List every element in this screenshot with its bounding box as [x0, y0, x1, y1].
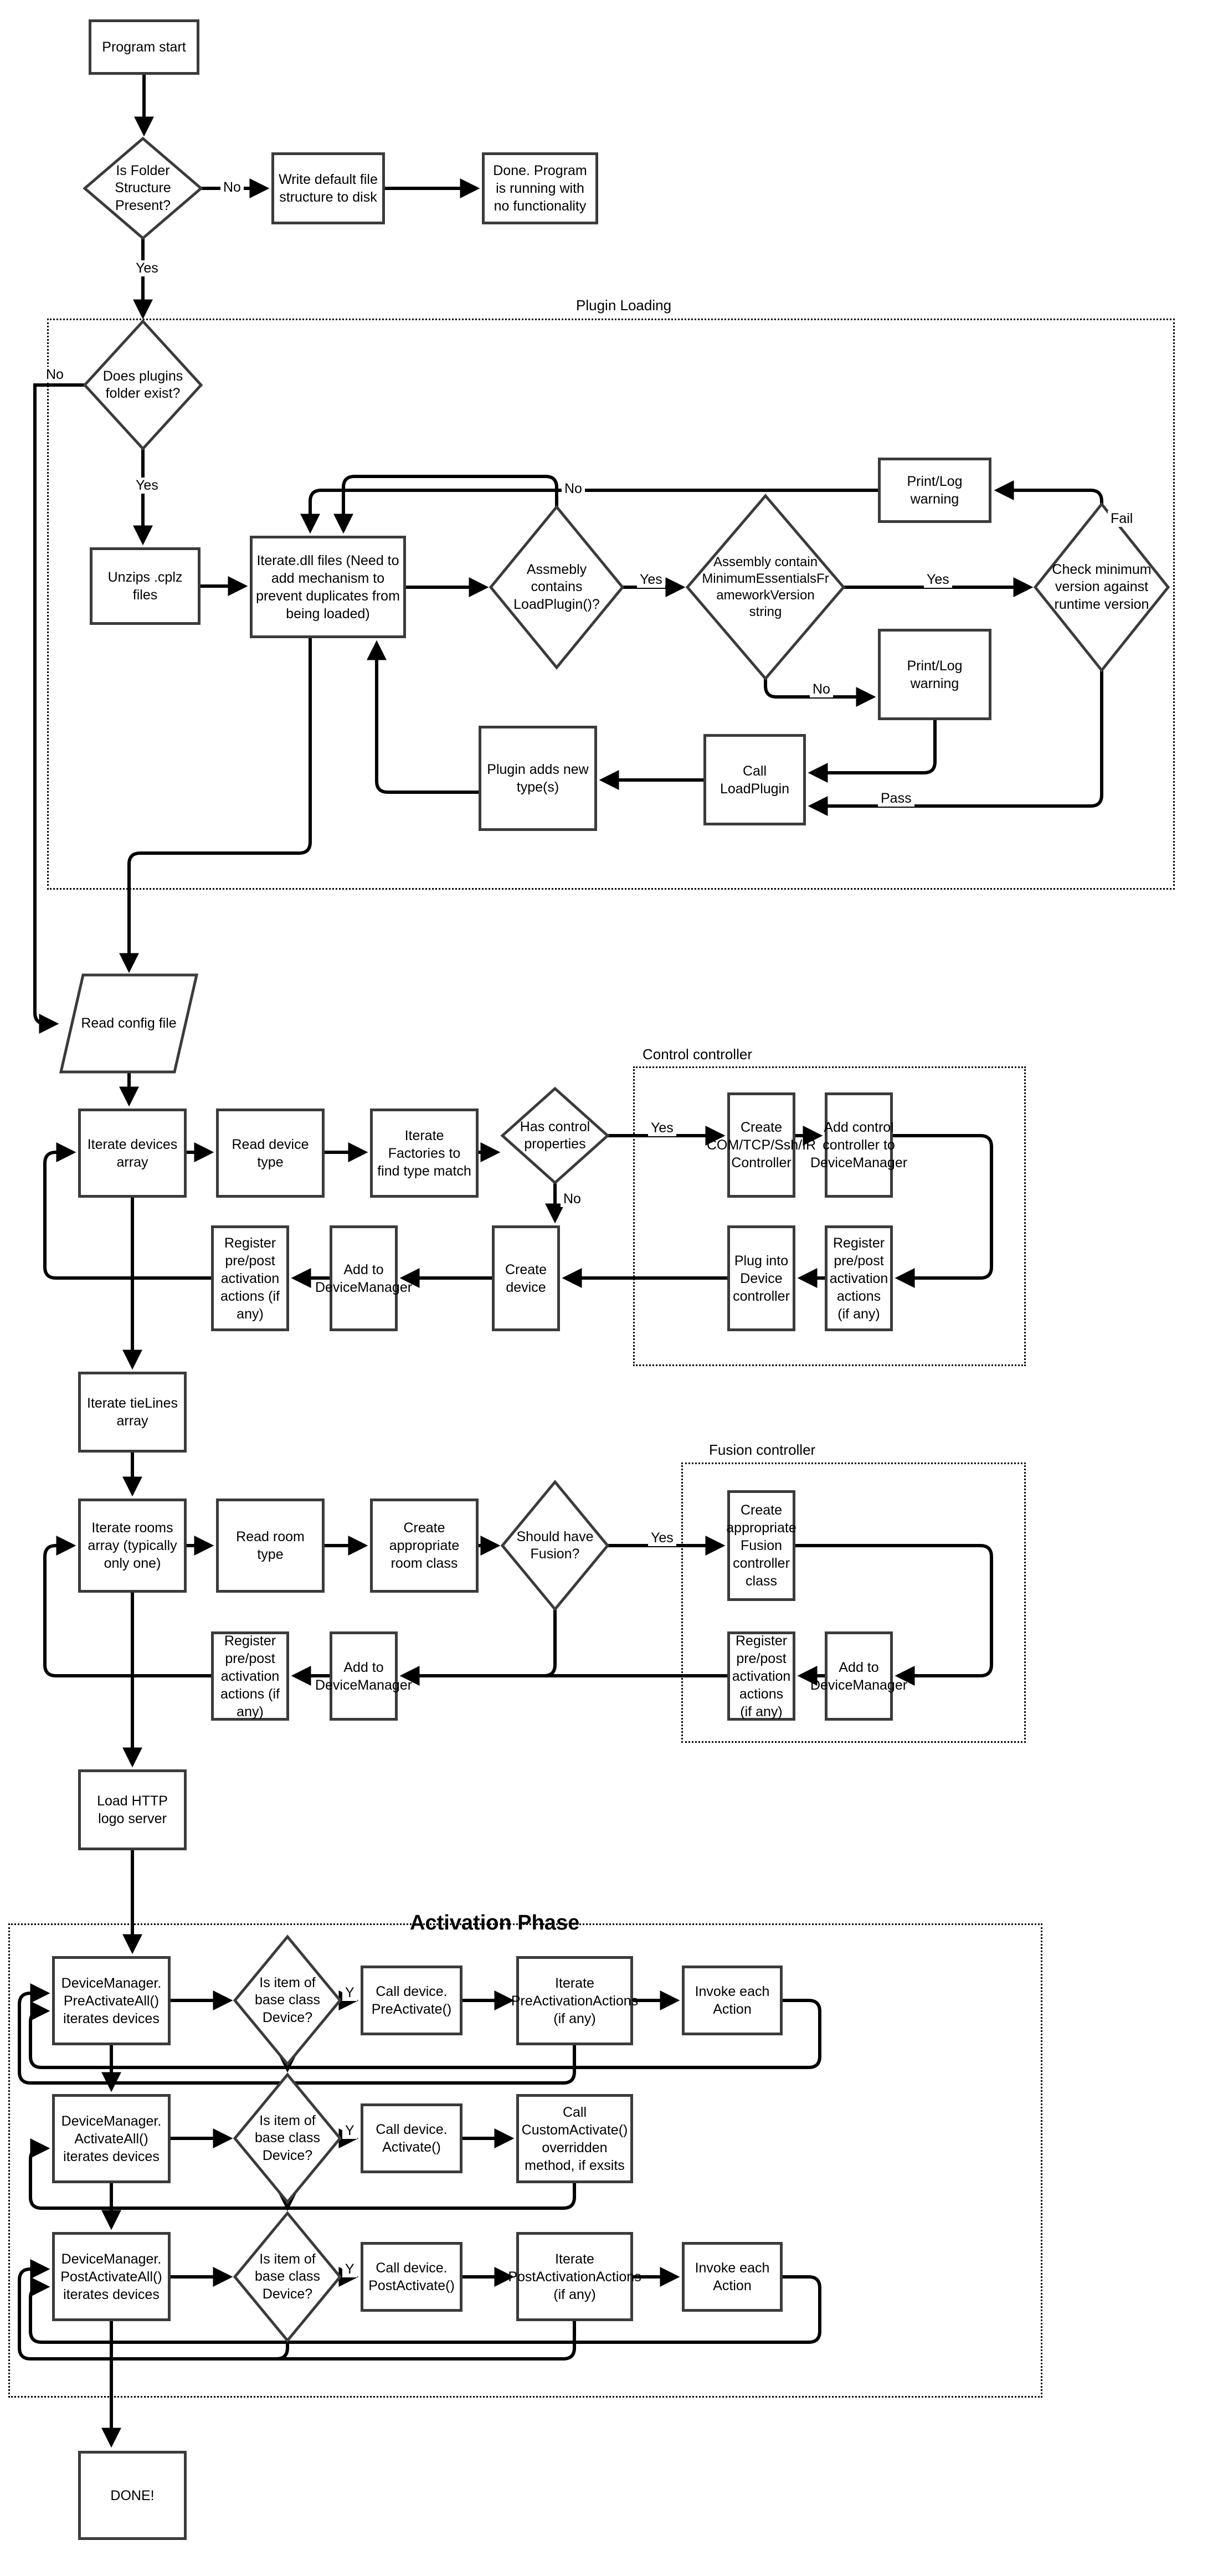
node-call-device-preactivate: Call device. PreActivate(): [361, 1966, 462, 2035]
node-iterate-factories: Iterate Factories to find type match: [370, 1109, 479, 1198]
node-dm-postactivateall: DeviceManager. PostActivateAll() iterates devices: [52, 2232, 171, 2321]
node-is-folder-structure-present: Is Folder Structure Present?: [115, 163, 171, 213]
node-call-device-activate: Call device. Activate(): [361, 2103, 462, 2173]
node-done: DONE!: [78, 2451, 187, 2540]
edge-label-y2: Y: [342, 2123, 357, 2139]
node-iterate-tielines: Iterate tieLines array: [78, 1372, 187, 1453]
node-call-device-postactivate: Call device. PostActivate(): [361, 2242, 462, 2312]
edge-label-control-yes: Yes: [648, 1120, 676, 1136]
edge-label-fusion-yes: Yes: [648, 1530, 676, 1546]
node-create-fusion-controller: Create appropriate Fusion controller class: [727, 1490, 795, 1601]
edge-label-plugins-no: No: [43, 367, 66, 383]
node-load-http-logo-server: Load HTTP logo server: [78, 1769, 187, 1850]
node-call-loadplugin: Call LoadPlugin: [703, 734, 806, 825]
node-is-base-class-device-1: Is item of base class Device?: [254, 1975, 321, 2025]
edge-label-minees-no: No: [810, 681, 833, 697]
edge-label-control-no: No: [561, 1191, 584, 1207]
node-invoke-each-action-1: Invoke each Action: [682, 1966, 783, 2035]
control-controller-label: Control controller: [643, 1046, 752, 1063]
edge-label-minees-yes: Yes: [924, 572, 952, 588]
node-iterate-devices: Iterate devices array: [78, 1109, 187, 1198]
node-read-room-type: Read room type: [216, 1499, 325, 1593]
edge-label-fail: Fail: [1108, 511, 1135, 527]
node-call-customactivate: Call CustomActivate() overridden method, if exsits: [516, 2094, 633, 2183]
node-plug-into-device-controller: Plug into Device controller: [727, 1225, 795, 1331]
node-write-default: Write default file structure to disk: [271, 152, 385, 224]
node-is-base-class-device-3: Is item of base class Device?: [254, 2251, 321, 2302]
node-register-actions-fusion: Register pre/post activation actions (if any): [727, 1631, 795, 1721]
node-register-actions-rooms: Register pre/post activation actions (if any): [211, 1631, 289, 1721]
edge-label-folder-yes: Yes: [133, 260, 161, 276]
node-iterate-preactivationactions: Iterate PreActivationActions (if any): [516, 1956, 633, 2045]
edge-label-folder-no: No: [220, 179, 244, 196]
node-register-actions-devices: Register pre/post activation actions (if any): [211, 1225, 289, 1331]
node-add-to-devicemanager-rooms: Add to DeviceManager: [330, 1631, 398, 1721]
node-unzips-cplz: Unzips .cplz files: [90, 547, 201, 625]
node-does-plugins-folder-exist: Does plugins folder exist?: [102, 368, 183, 401]
node-create-device: Create device: [492, 1225, 560, 1331]
node-plugin-adds-new-types: Plugin adds new type(s): [479, 726, 597, 831]
edge-label-y1: Y: [342, 1985, 357, 2001]
node-is-base-class-device-2: Is item of base class Device?: [254, 2113, 321, 2163]
node-check-minimum-version: Check minimum version against runtime version: [1052, 562, 1152, 612]
node-add-to-devicemanager-devices: Add to DeviceManager: [330, 1225, 398, 1331]
node-add-control-controller: Add control controller to DeviceManager: [825, 1092, 893, 1198]
node-iterate-postactivationactions: Iterate PostActivationActions (if any): [516, 2232, 633, 2321]
node-printlog-warning-top: Print/Log warning: [878, 458, 991, 523]
node-invoke-each-action-2: Invoke each Action: [682, 2242, 783, 2312]
node-iterate-rooms: Iterate rooms array (typically only one): [78, 1499, 187, 1593]
node-should-have-fusion: Should have Fusion?: [516, 1528, 594, 1562]
node-done-no-functionality: Done. Program is running with no functionality: [482, 152, 598, 224]
fusion-controller-label: Fusion controller: [709, 1441, 816, 1458]
activation-phase-title: Activation Phase: [410, 1911, 580, 1934]
node-add-to-devicemanager-fusion: Add to DeviceManager: [825, 1631, 893, 1721]
edge-label-pass: Pass: [878, 791, 914, 807]
node-printlog-warning-bottom: Print/Log warning: [878, 629, 991, 720]
node-iterate-dll: Iterate.dll files (Need to add mechanism to prevent duplicates from being loaded): [250, 536, 406, 638]
edge-label-plugins-yes: Yes: [133, 478, 161, 494]
node-has-control-properties: Has control properties: [520, 1118, 590, 1152]
plugin-loading-container: [47, 319, 1175, 890]
node-register-actions-control: Register pre/post activation actions (if any): [825, 1225, 893, 1331]
node-program-start: Program start: [89, 19, 199, 75]
edge-label-loadplugin-no: No: [562, 481, 585, 497]
node-dm-preactivateall: DeviceManager. PreActivateAll() iterates devices: [52, 1956, 171, 2045]
node-assmebly-contains-loadplugin: Assmebly contains LoadPlugin()?: [513, 562, 600, 612]
plugin-loading-label: Plugin Loading: [576, 297, 672, 314]
node-read-config-file: Read config file: [81, 1015, 177, 1031]
node-read-device-type: Read device type: [216, 1109, 325, 1198]
edge-label-y3: Y: [342, 2261, 357, 2277]
node-dm-activateall: DeviceManager. ActivateAll() iterates devices: [52, 2094, 171, 2183]
edge-label-loadplugin-yes: Yes: [637, 572, 665, 588]
node-create-room-class: Create appropriate room class: [370, 1499, 479, 1593]
node-assembly-contain-minimumessentials: Assembly contain MinimumEssentialsFrameworkVersion string: [702, 555, 829, 619]
node-create-com-controller: Create COM/TCP/Ssh/IR Controller: [727, 1092, 795, 1198]
